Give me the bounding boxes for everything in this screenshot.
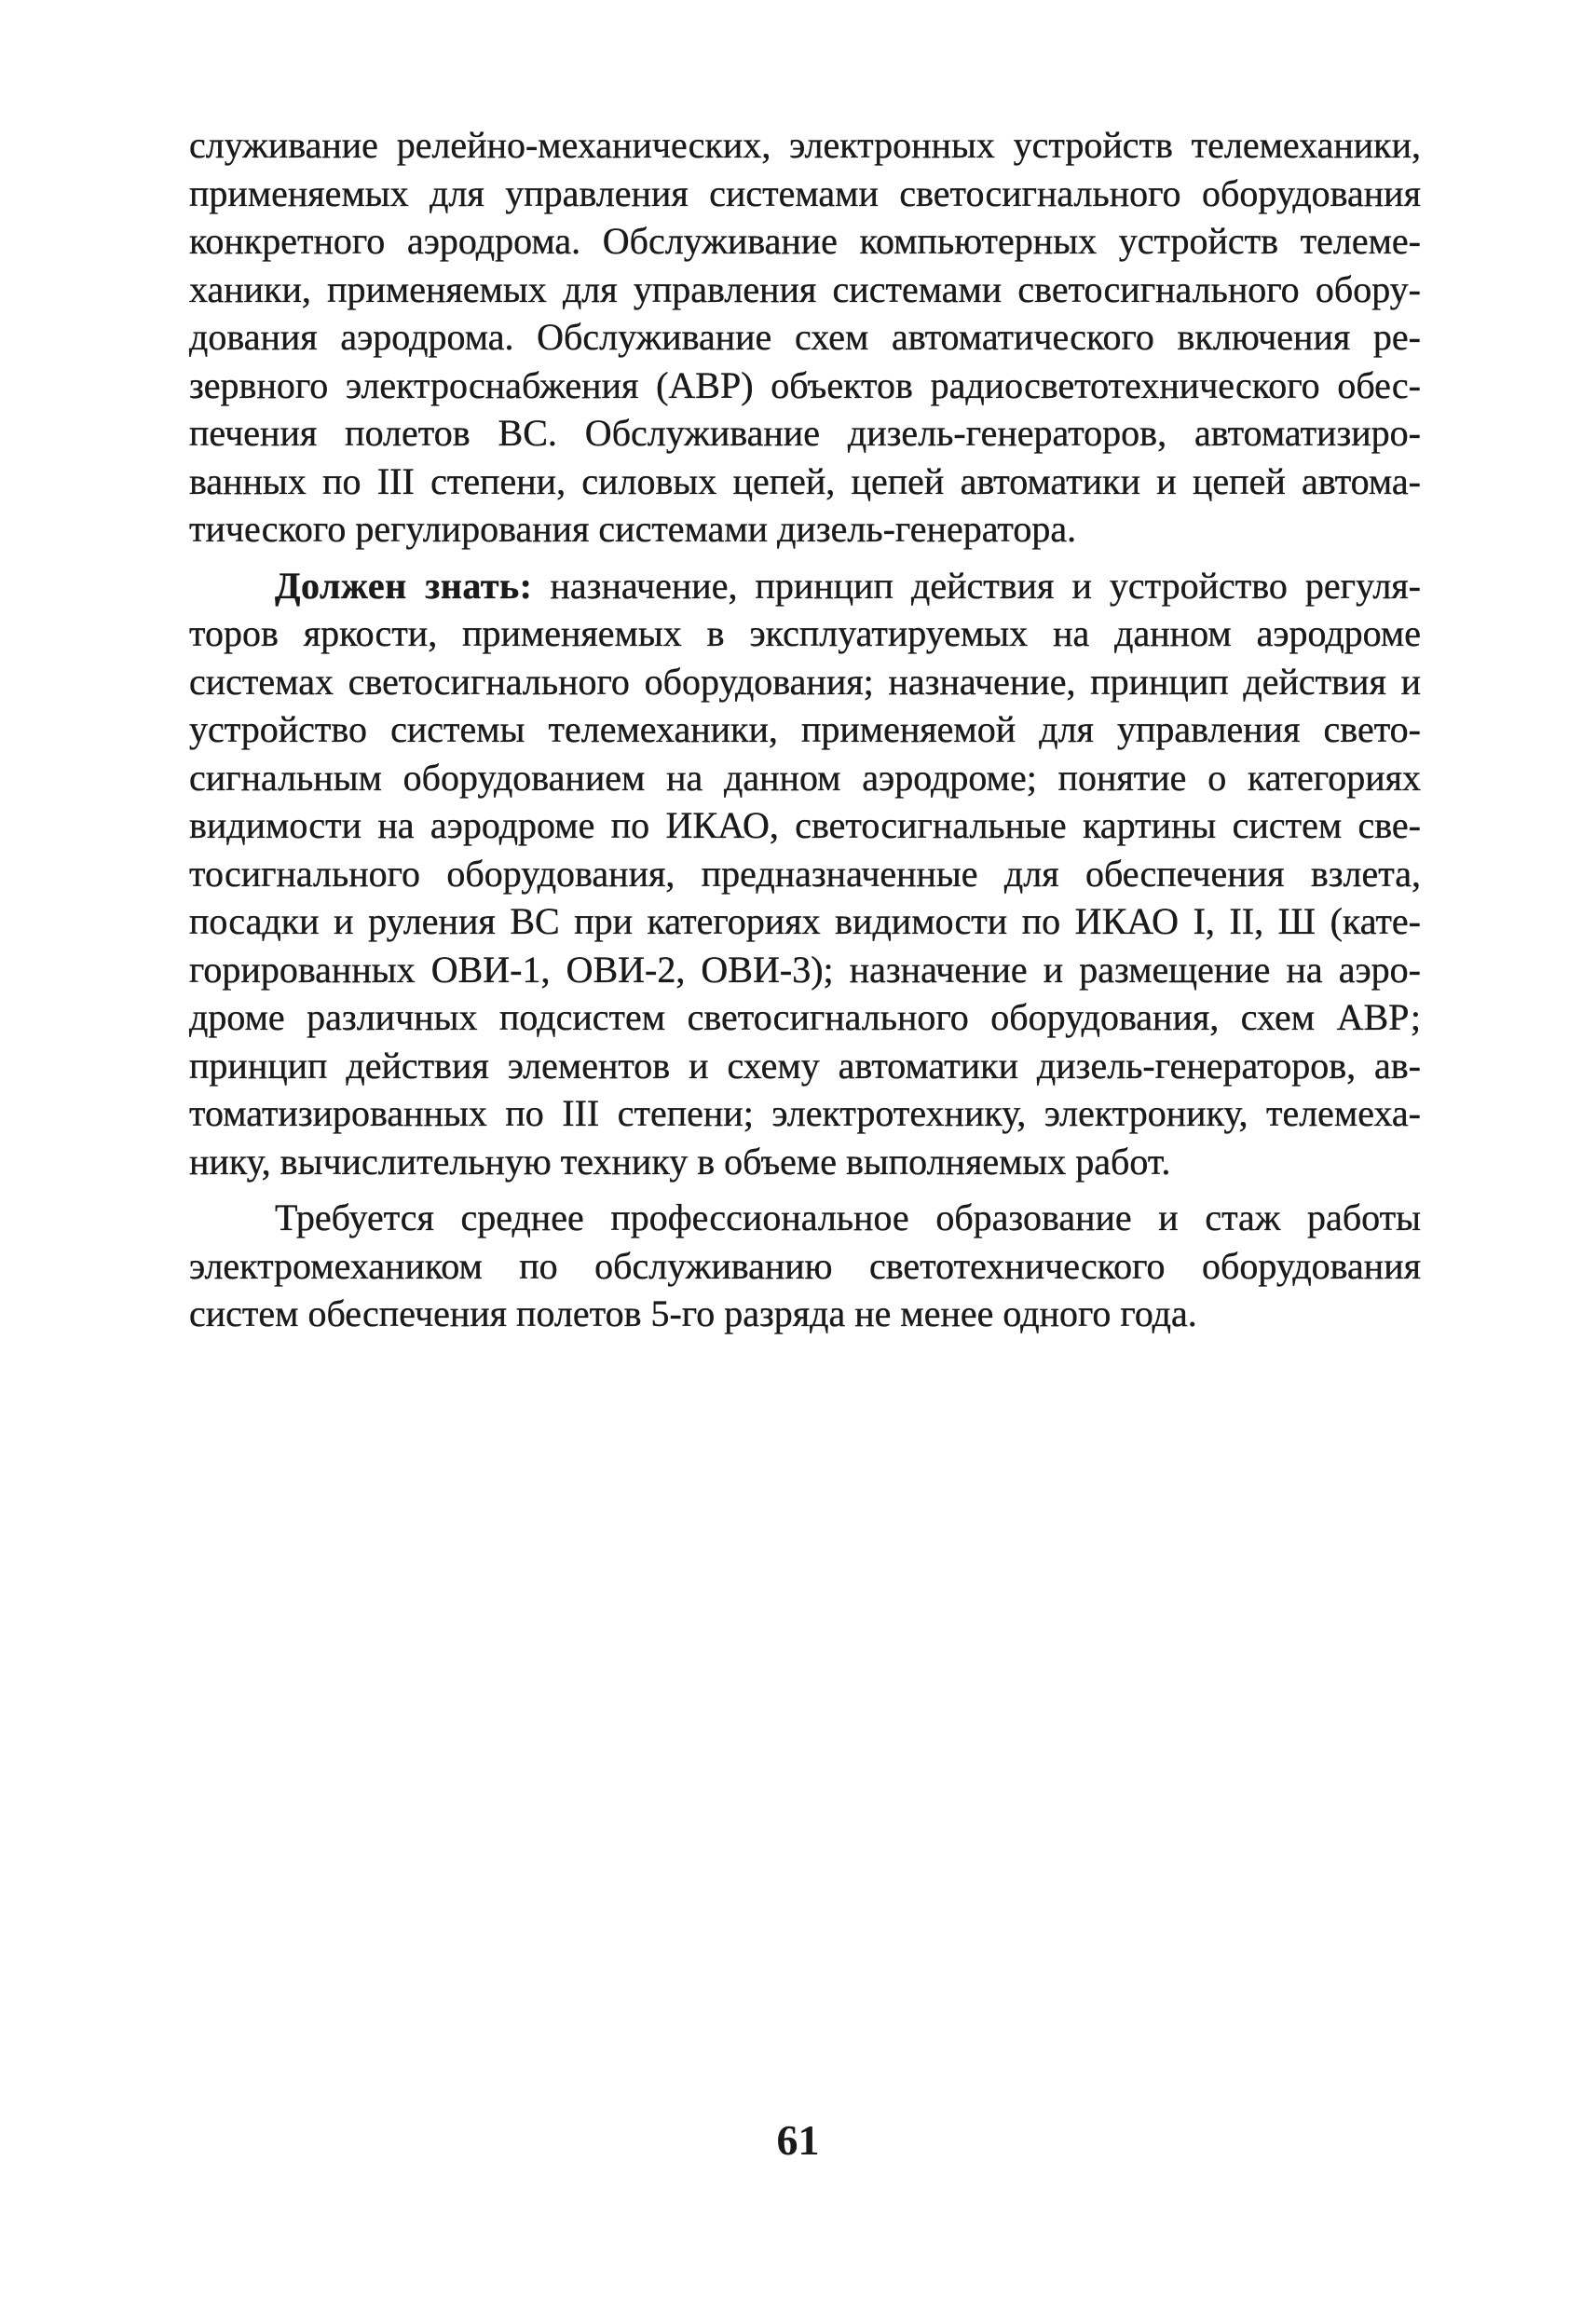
knowledge-lead: Должен знать: [275, 564, 533, 607]
text-line [189, 562, 1421, 610]
text-line: сигнальным оборудованием на данном аэродроме; понятие о категориях [189, 756, 1421, 799]
text-line: устройство системы телемеханики, применяемой для управления свето- [189, 708, 1421, 750]
text-line: дования аэродрома. Обслуживание схем автоматического включения ре- [189, 316, 1421, 358]
text-line: тосигнального оборудования, предназначенные для обеспечения взлета, [189, 852, 1421, 895]
text-line: горированных ОВИ-1, ОВИ-2, ОВИ-3); назначение и размещение на аэро- [189, 948, 1421, 991]
text-line: нику, вычислительную технику в объеме выполняемых работ. [189, 1140, 1171, 1183]
text-line: тического регулирования системами дизель-генератора. [189, 508, 1077, 550]
text-line: дроме различных подсистем светосигнального оборудования, схем АВР; [189, 996, 1421, 1038]
text-line: Требуется среднее профессиональное образование и стаж работы [275, 1197, 1421, 1238]
text-line: систем обеспечения полетов 5-го разряда не менее одного года. [189, 1292, 1197, 1334]
text-line: конкретного аэродрома. Обслуживание компьютерных устройств телеме- [189, 220, 1421, 262]
text-line: ванных по III степени, силовых цепей, цепей автоматики и цепей автома- [189, 459, 1421, 502]
text-line: ханики, применяемых для управления системами светосигнального обору- [189, 267, 1421, 310]
paragraph-requirements [189, 1194, 1421, 1338]
text-line: системах светосигнального оборудования; назначение, принцип действия и [189, 660, 1421, 703]
text-line: посадки и руления ВС при категориях видимости по ИКАО I, II, Ш (кате- [189, 900, 1421, 942]
text-line: видимости на аэродроме по ИКАО, светосигнальные картины систем све- [189, 804, 1421, 846]
text-line: зервного электроснабжения (АВР) объектов радиосветотехнического обес- [189, 363, 1421, 406]
text-line-rest: назначение, принцип действия и устройство регуля- [532, 564, 1422, 607]
text-line: электромехаником по обслуживанию светотехнического оборудования [189, 1244, 1421, 1287]
body-text [189, 121, 1421, 1338]
page-number: 61 [776, 2116, 820, 2164]
paragraph-service-duties [189, 121, 1421, 554]
text-line: служивание релейно-механических, электронных устройств телемеханики, [189, 124, 1421, 166]
text-line: печения полетов ВС. Обслуживание дизель-генераторов, автоматизиро- [189, 412, 1421, 454]
text-line: применяемых для управления системами светосигнального оборудования [189, 171, 1421, 214]
text-line: принцип действия элементов и схему автоматики дизель-генераторов, ав- [189, 1044, 1421, 1087]
text-line: торов яркости, применяемых в эксплуатируемых на данном аэродроме [189, 612, 1421, 654]
text-line: томатизированных по III степени; электротехнику, электронику, телемеха- [189, 1092, 1421, 1134]
paragraph-required-knowledge [189, 562, 1421, 1186]
